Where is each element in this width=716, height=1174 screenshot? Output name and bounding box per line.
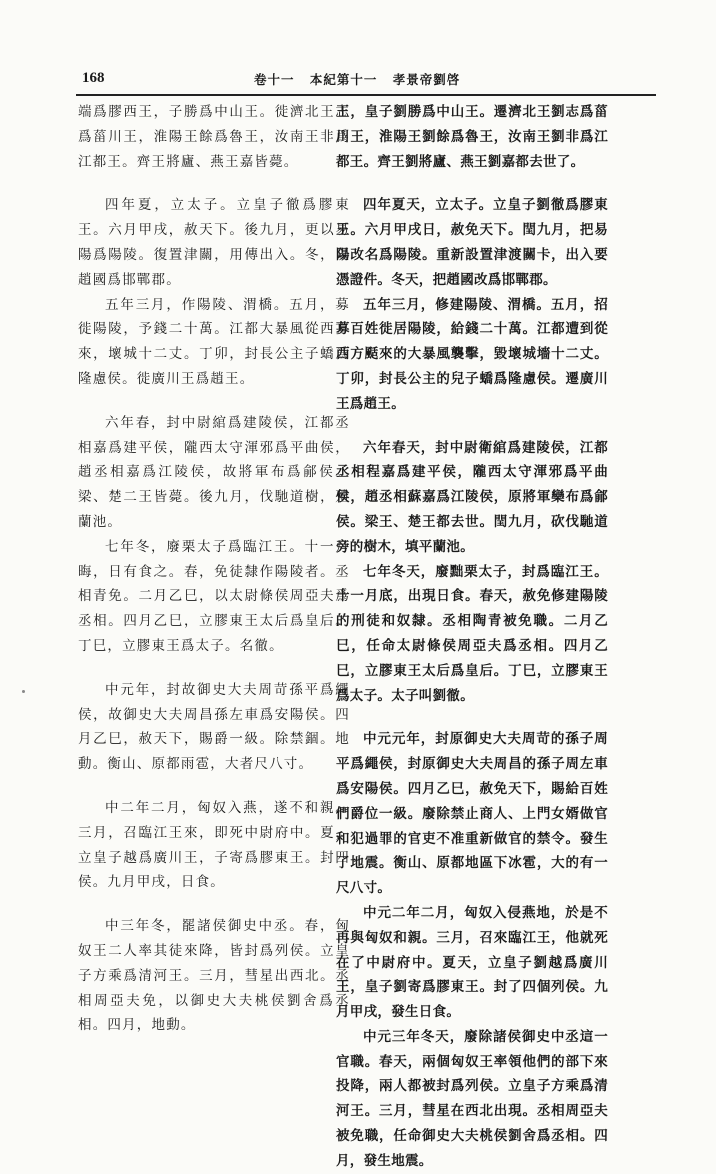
paragraph: 中三年冬，罷諸侯御史中丞。春，匈奴王二人率其徒來降，皆封爲列侯。立皇子方乘爲清河王。三月，彗星出西北。丞相周亞夫免，以御史大夫桃侯劉舍爲丞相。四月，地動。: [78, 918, 350, 1034]
translation-text-column: [336, 100, 608, 1169]
paragraph: 五年三月，作陽陵、渭橋。五月，募徙陽陵，予錢二十萬。江都大暴風從西方來，壞城十二丈。丁卯，封長公主子蟜爲隆慮侯。徙廣川王爲趙王。: [78, 296, 350, 387]
paragraph: 六年春，封中尉綰爲建陵侯，江都丞相嘉爲建平侯，隴西太守渾邪爲平曲侯，趙丞相嘉爲江陵侯，故將軍布爲鄃侯。梁、楚二王皆薨。後九月，伐馳道樹，殖蘭池。: [78, 414, 350, 530]
paragraph: 七年冬，廢栗太子爲臨江王。十一月晦，日有食之。春，免徒隸作陽陵者。丞相青免。二月乙巳，以太尉條侯周亞夫爲丞相。四月乙巳，立膠東王太后爲皇后。丁巳，立膠東王爲太子。名徹。: [78, 538, 350, 654]
page-number: 168: [82, 70, 105, 86]
paragraph: 四年夏天，立太子。立皇子劉徹爲膠東王。六月甲戌日，赦免天下。閏九月，把易陽改名爲陽陵。重新設置津渡關卡，出入要憑證件。冬天，把趙國改爲邯鄲郡。: [336, 197, 608, 288]
paragraph: 中元元年，封原御史大夫周苛的孫子周平爲繩侯，封原御史大夫周昌的孫子周左車爲安陽侯。四月乙巳，赦免天下，賜給百姓們爵位一級。廢除禁止商人、上門女婿做官和犯過罪的官吏不准重新做官的禁令。發生了地震。衡山、原都地區下冰雹，大的有一尺八寸。: [336, 731, 608, 897]
paragraph: 中元三年冬天，廢除諸侯御史中丞這一官職。春天，兩個匈奴王率領他們的部下來投降，兩人都被封爲列侯。立皇子方乘爲清河王。三月，彗星在西北出現。丞相周亞夫被免職，任命御史大夫桃侯劉舍爲丞相。四月，發生地震。: [336, 1028, 608, 1169]
paragraph: 中二年二月，匈奴入燕，遂不和親。三月，召臨江王來，即死中尉府中。夏，立皇子越爲廣川王，子寄爲膠東王。封四侯。九月甲戌，日食。: [78, 799, 350, 891]
chapter-label: 本紀第十一: [309, 72, 378, 87]
header-rule: [76, 94, 656, 96]
paragraph: 四年夏，立太子。立皇子徹爲膠東王。六月甲戌，赦天下。後九月，更以易陽爲陽陵。復置津關，用傳出入。冬，以趙國爲邯鄲郡。: [78, 197, 350, 288]
margin-dot: [22, 690, 25, 693]
running-header: [76, 66, 656, 94]
paragraph: 七年冬天，廢黜栗太子，封爲臨江王。十一月底，出現日食。春天，赦免修建陽陵的刑徒和奴隸。丞相陶青被免職。二月乙巳，任命太尉條侯周亞夫爲丞相。四月乙巳，立膠東王太后爲皇后。丁巳，立膠東王爲太子。太子叫劉徹。: [336, 563, 608, 704]
emperor-title: 孝景帝劉啓: [392, 72, 461, 87]
volume-label: 卷十一: [254, 72, 295, 87]
paragraph: 六年春天，封中尉衛綰爲建陵侯，江都丞相程嘉爲建平侯，隴西太守渾邪爲平曲侯，趙丞相蘇嘉爲江陵侯，原將軍欒布爲鄃侯。梁王、楚王都去世。閏九月，砍伐馳道旁的樹木，填平蘭池。: [336, 439, 608, 555]
paragraph: 端爲膠西王，子勝爲中山王。徙濟北王志爲菑川王，淮陽王餘爲魯王，汝南王非爲江都王。齊王將廬、燕王嘉皆薨。: [78, 104, 350, 170]
paragraph: 五年三月，修建陽陵、渭橋。五月，招募百姓徙居陽陵，給錢二十萬。江都遭到從西方颳來的大暴風襲擊，毀壞城墻十二丈。丁卯，封長公主的兒子蟜爲隆慮侯。遷廣川王爲趙王。: [336, 296, 608, 412]
paragraph: 中元二年二月，匈奴入侵燕地，於是不再與匈奴和親。三月，召來臨江王，他就死在了中尉府中。夏天，立皇子劉越爲廣川王，皇子劉寄爲膠東王。封了四個列侯。九月甲戌，發生日食。: [336, 904, 608, 1021]
running-title: [254, 70, 470, 88]
paragraph: 王，皇子劉勝爲中山王。遷濟北王劉志爲菑川王，淮陽王劉餘爲魯王，汝南王劉非爲江都王。齊王劉將廬、燕王劉嘉都去世了。: [336, 104, 608, 170]
paragraph: 中元年，封故御史大夫周苛孫平爲繩侯，故御史大夫周昌孫左車爲安陽侯。四月乙巳，赦天下，賜爵一級。除禁錮。地動。衡山、原都雨雹，大者尺八寸。: [78, 681, 350, 773]
classical-text-column: [78, 100, 350, 1034]
